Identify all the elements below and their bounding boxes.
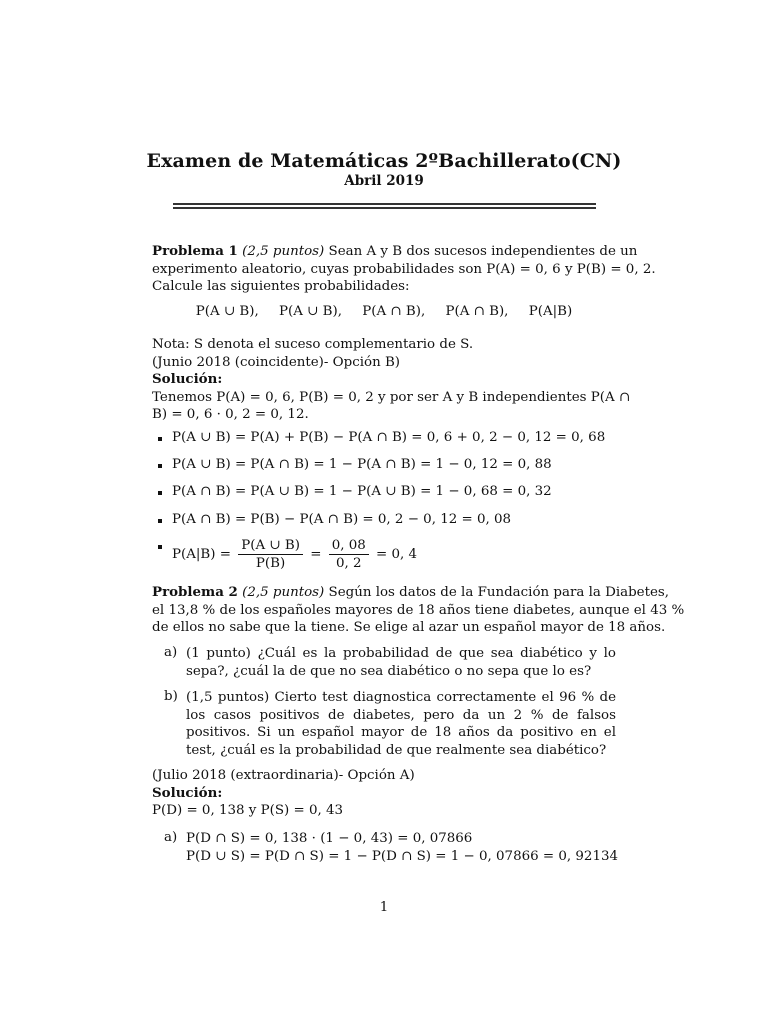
problem2-item-a xyxy=(164,645,616,680)
title-rule-top xyxy=(173,203,596,205)
problem1-note: Nota: S denota el suceso complementario de S. xyxy=(152,337,474,352)
fraction-2-denominator: 0, 2 xyxy=(335,556,362,571)
expression: P(A ∩ B), xyxy=(445,304,509,319)
problem2-solution-label: Solución: xyxy=(152,784,223,801)
problem1-solution-line1: Tenemos P(A) = 0, 6, P(B) = 0, 2 y por ser A y B independientes P(A ∩ xyxy=(152,389,631,405)
list-item: P(A ∩ B) = P(A ∪ B) = 1 − P(A ∪ B) = 1 − 0, 68 = 0, 32 xyxy=(172,484,552,499)
fraction-lhs: P(A|B) = xyxy=(172,547,231,562)
solution-a-label: a) xyxy=(164,830,178,845)
problem2-solution-a xyxy=(164,830,616,865)
page-title: Examen de Matemáticas 2ºBachillerato(CN) xyxy=(146,150,622,172)
fraction-2-numerator: 0, 08 xyxy=(329,538,369,555)
problem2-source: (Julio 2018 (extraordinaria)- Opción A) xyxy=(152,768,415,783)
expression: P(A|B) xyxy=(528,304,573,319)
title-rule-bottom xyxy=(173,207,596,209)
fraction-1 xyxy=(238,538,303,571)
problem1-solution-line2: B) = 0, 6 · 0, 2 = 0, 12. xyxy=(152,407,309,422)
list-item-fraction xyxy=(172,538,417,571)
problem2-heading: Problema 2 xyxy=(152,584,238,600)
problem2-points: (2,5 puntos) xyxy=(242,585,325,600)
list-item: P(A ∪ B) = P(A) + P(B) − P(A ∩ B) = 0, 6 + 0, 2 − 0, 12 = 0, 68 xyxy=(172,430,606,445)
problem1-text2: experimento aleatorio, cuyas probabilidades son P(A) = 0, 6 y P(B) = 0, 2. xyxy=(152,261,656,277)
problem1-expressions xyxy=(152,304,616,319)
problem2-solution xyxy=(152,767,616,820)
expression: P(A ∩ B), xyxy=(362,304,426,319)
problem2-text1: Según los datos de la Fundación para la Diabetes, xyxy=(324,585,670,600)
solution-a-line2: P(D ∪ S) = P(D ∩ S) = 1 − P(D ∩ S) = 1 − 0, 07866 = 0, 92134 xyxy=(186,848,618,864)
problem2-solution-line1: P(D) = 0, 138 y P(S) = 0, 43 xyxy=(152,803,344,818)
fraction-2 xyxy=(329,538,369,571)
fraction-1-numerator: P(A ∪ B) xyxy=(238,538,303,555)
expression: P(A ∪ B), xyxy=(279,304,342,319)
item-a-text: (1 punto) ¿Cuál es la probabilidad de que sea diabético y lo sepa?, ¿cuál la de que no sea diabético o no sepa que lo es? xyxy=(186,646,616,679)
item-a-label: a) xyxy=(164,645,178,660)
problem1-text3: Calcule las siguientes probabilidades: xyxy=(152,279,410,294)
fraction-equals: = xyxy=(310,547,322,562)
fraction-1-denominator: P(B) xyxy=(255,556,286,571)
problem1-text1: Sean A y B dos sucesos independientes de un xyxy=(324,244,638,259)
page-number: 1 xyxy=(379,900,389,915)
page-date: Abril 2019 xyxy=(344,173,424,189)
expression: P(A ∪ B), xyxy=(195,304,259,319)
problem1-statement xyxy=(152,243,656,296)
solution-a-line1: P(D ∩ S) = 0, 138 · (1 − 0, 43) = 0, 07866 xyxy=(186,831,473,846)
problem2-text3: de ellos no sabe que la tiene. Se elige al azar un español mayor de 18 años. xyxy=(152,620,666,635)
problem1-notes xyxy=(152,336,631,424)
fraction-rhs: = 0, 4 xyxy=(376,547,418,562)
item-b-text: (1,5 puntos) Cierto test diagnostica correctamente el 96 % de los casos positivos de diabetes, pero da un 2 % de falsos positivos. Si un español mayor de 18 años da positivo en el test, ¿cuál es la probabilidad de que realmente sea diabético? xyxy=(186,690,616,758)
problem1-source: (Junio 2018 (coincidente)- Opción B) xyxy=(152,354,401,370)
list-item: P(A ∪ B) = P(A ∩ B) = 1 − P(A ∩ B) = 1 − 0, 12 = 0, 88 xyxy=(172,457,552,472)
problem1-points: (2,5 puntos) xyxy=(242,244,325,259)
problem1-heading: Problema 1 xyxy=(152,243,238,259)
item-b-label: b) xyxy=(164,689,178,704)
problem2-statement xyxy=(152,584,685,637)
problem2-item-b xyxy=(164,689,616,759)
problem1-solution-label: Solución: xyxy=(152,371,223,387)
list-item: P(A ∩ B) = P(B) − P(A ∩ B) = 0, 2 − 0, 12 = 0, 08 xyxy=(172,512,512,527)
problem2-text2: el 13,8 % de los españoles mayores de 18 años tiene diabetes, aunque el 43 % xyxy=(152,602,685,618)
